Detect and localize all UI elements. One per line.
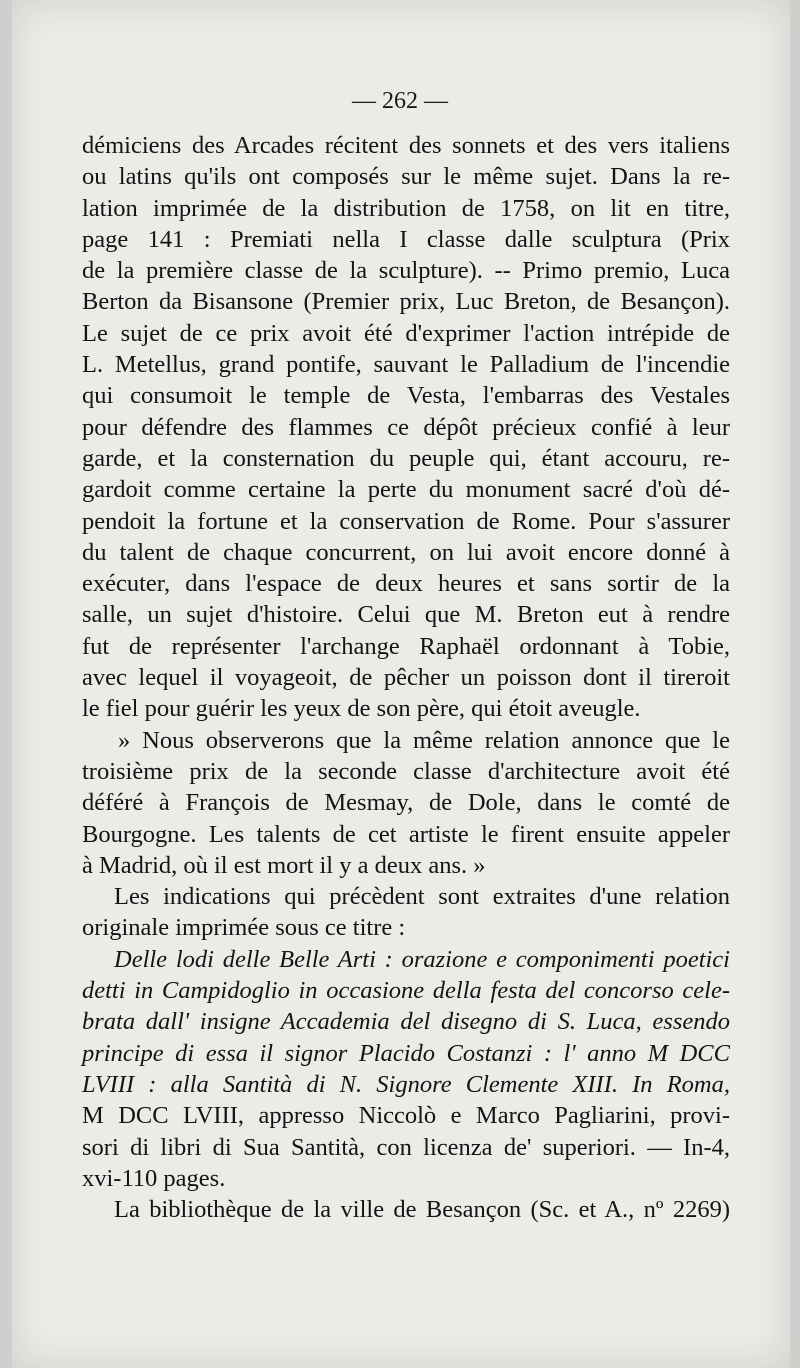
text-line: exécuter, dans l'espace de deux heures et sans sortir de la (82, 570, 730, 598)
text-line: qui consumoit le temple de Vesta, l'embarras des Vestales (82, 382, 730, 410)
text-line: principe di essa il signor Placido Costanzi : l' anno M DCC (82, 1039, 730, 1067)
text-line: démiciens des Arcades récitent des sonnets et des vers italiens (82, 132, 730, 159)
text-line: detti in Campidoglio in occasione della festa del concorso cele- (82, 977, 730, 1005)
text-line: Delle lodi delle Belle Arti : orazione e componimenti poetici (114, 945, 730, 973)
text-line: avec lequel il voyageoit, de pêcher un poisson dont il tireroit (82, 664, 730, 692)
text-line: ou latins qu'ils ont composés sur le même sujet. Dans la re- (82, 163, 730, 191)
text-line: L. Metellus, grand pontife, sauvant le Palladium de l'incendie (82, 351, 730, 379)
text-line: Bourgogne. Les talents de cet artiste le firent ensuite appeler (82, 820, 730, 848)
text-line: gardoit comme certaine la perte du monument sacré d'où dé- (82, 476, 730, 504)
text-line: lation imprimée de la distribution de 1758, on lit en titre, (82, 194, 730, 222)
text-line: » Nous observerons que la même relation annonce que le (118, 726, 730, 754)
text-line: à Madrid, où il est mort il y a deux ans. » (82, 851, 486, 879)
text-line: LVIII : alla Santità di N. Signore Clemente XIII. In Roma, (82, 1070, 730, 1098)
text-line: troisième prix de la seconde classe d'architecture avoit été (82, 757, 730, 785)
text-line: pour défendre des flammes ce dépôt précieux confié à leur (82, 413, 730, 441)
text-line: Les indications qui précèdent sont extraites d'une relation (114, 883, 730, 911)
text-line: le fiel pour guérir les yeux de son père, qui étoit aveugle. (82, 695, 641, 723)
text-line: originale imprimée sous ce titre : (82, 914, 406, 942)
text-line: Le sujet de ce prix avoit été d'exprimer l'action intrépide de (82, 319, 730, 347)
text-line: M DCC LVIII, appresso Niccolò e Marco Pagliarini, provi- (82, 1102, 730, 1130)
text-line: brata dall' insigne Accademia del disegno di S. Luca, essendo (82, 1008, 730, 1036)
text-line: de la première classe de la sculpture). -- Primo premio, Luca (82, 257, 730, 285)
text-line: xvi-110 pages. (82, 1164, 226, 1192)
text-line: Berton da Bisansone (Premier prix, Luc Breton, de Besançon). (82, 288, 730, 316)
text-line: garde, et la consternation du peuple qui, étant accouru, re- (82, 444, 730, 472)
body-text (82, 130, 730, 1225)
page-number: — 262 — (352, 88, 448, 114)
text-line: page 141 : Premiati nella I classe dalle sculptura (Prix (82, 225, 730, 253)
text-line: déféré à François de Mesmay, de Dole, dans le comté de (82, 789, 730, 817)
text-line: La bibliothèque de la ville de Besançon (Sc. et A., nº 2269) (114, 1196, 730, 1224)
text-line: du talent de chaque concurrent, on lui avoit encore donné à (82, 538, 730, 566)
text-line: pendoit la fortune et la conservation de Rome. Pour s'assurer (82, 507, 730, 535)
text-line: fut de représenter l'archange Raphaël ordonnant à Tobie, (82, 632, 730, 660)
text-line: salle, un sujet d'histoire. Celui que M. Breton eut à rendre (82, 601, 730, 629)
text-line: sori di libri di Sua Santità, con licenza de' superiori. — In-4, (82, 1133, 730, 1161)
